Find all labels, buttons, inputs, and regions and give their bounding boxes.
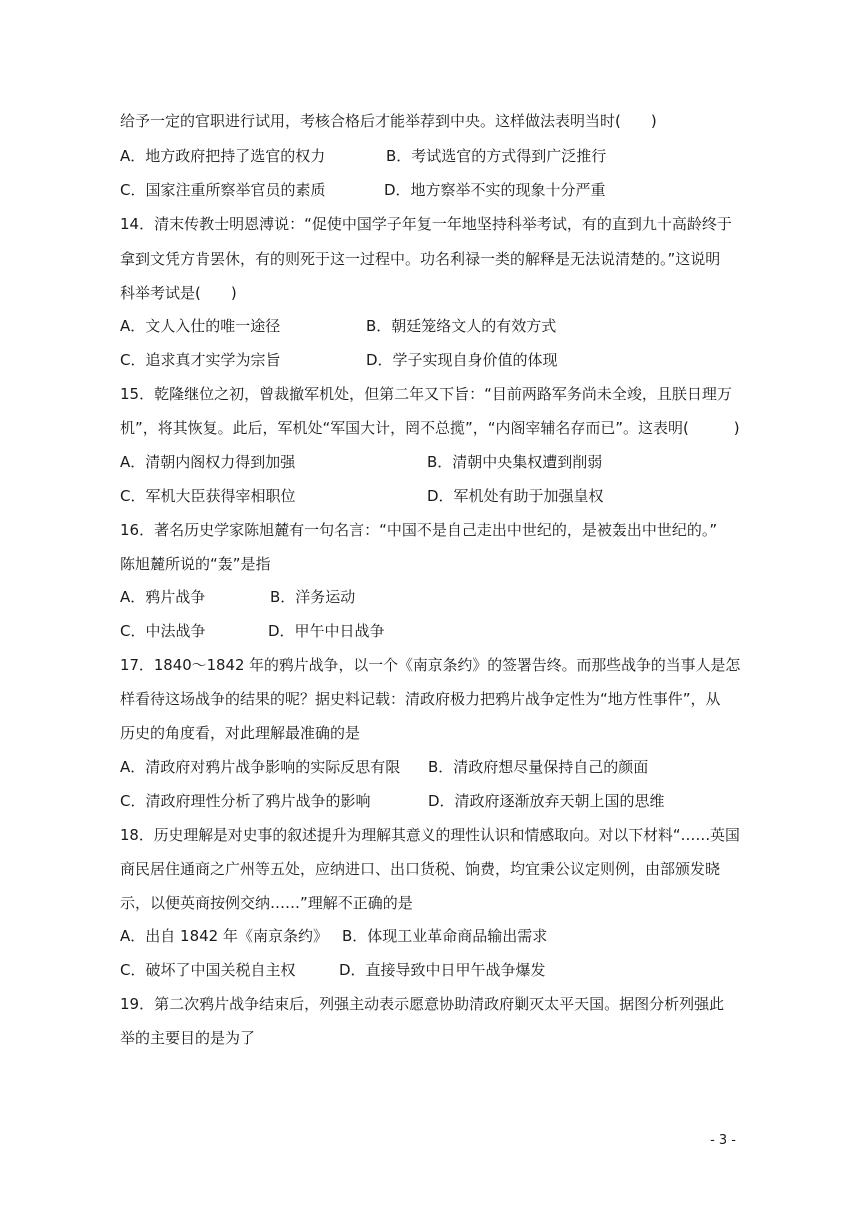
q15-option-a: A．清朝内阁权力得到加强	[120, 453, 296, 471]
q18-option-c: C．破坏了中国关税自主权	[120, 961, 296, 979]
q13-option-d: D．地方察举不实的现象十分严重	[384, 181, 606, 199]
q16-option-c: C．中法战争	[120, 622, 206, 640]
q16-option-b: B．洋务运动	[270, 588, 356, 606]
q15-stem-line-1: 15．乾隆继位之初，曾裁撤军机处，但第二年又下旨：“目前两路军务尚未全竣，且朕日理万	[120, 385, 732, 403]
q15-option-b: B．清朝中央集权遭到削弱	[427, 453, 603, 471]
q18-option-b: B．体现工业革命商品输出需求	[342, 927, 548, 945]
q17-stem-line-1: 17．1840～1842 年的鸦片战争，以一个《南京条约》的签署告终。而那些战争的当事人是怎	[120, 656, 741, 674]
page-number: - 3 -	[710, 1133, 736, 1148]
q17-option-b: B．清政府想尽量保持自己的颜面	[428, 758, 649, 776]
q18-stem-line-1: 18．历史理解是对史事的叙述提升为理解其意义的理性认识和情感取向。对以下材料“……英国	[120, 826, 740, 844]
q19-stem-line-1: 19．第二次鸦片战争结束后，列强主动表示愿意协助清政府剿灭太平天国。据图分析列强此	[120, 995, 725, 1013]
q14-stem-line-2: 拿到文凭方肯罢休，有的则死于这一过程中。功名利禄一类的解释是无法说清楚的。”这说明	[120, 250, 721, 268]
q13-option-c: C．国家注重所察举官员的素质	[120, 181, 326, 199]
q18-stem-line-2: 商民居住通商之广州等五处，应纳进口、出口货税、饷费，均宜秉公议定则例，由部颁发晓	[120, 860, 721, 878]
q13-stem-continued: 给予一定的官职进行试用，考核合格后才能举荐到中央。这样做法表明当时( )	[120, 112, 657, 130]
q13-option-a: A．地方政府把持了选官的权力	[120, 147, 326, 165]
q17-option-d: D．清政府逐渐放弃天朝上国的思维	[428, 792, 665, 810]
q16-stem-line-2: 陈旭麓所说的“轰”是指	[120, 555, 271, 573]
q13-option-b: B．考试选官的方式得到广泛推行	[386, 147, 607, 165]
q19-stem-line-2: 举的主要目的是为了	[120, 1029, 256, 1047]
q16-option-a: A．鸦片战争	[120, 588, 206, 606]
q17-stem-line-2: 样看待这场战争的结果的呢？据史料记载：清政府极力把鸦片战争定性为“地方性事件”，从	[120, 690, 721, 708]
q14-stem-line-3: 科举考试是( )	[120, 284, 237, 302]
q17-stem-line-3: 历史的角度看，对此理解最准确的是	[120, 724, 361, 742]
q14-option-a: A．文人入仕的唯一途径	[120, 317, 281, 335]
q16-stem-line-1: 16．著名历史学家陈旭麓有一句名言：“中国不是自己走出中世纪的，是被轰出中世纪的。”	[120, 521, 718, 539]
q15-stem-line-2: 机”，将其恢复。此后，军机处“军国大计，罔不总揽”，“内阁宰辅名存而已”。这表明( )	[120, 419, 740, 437]
q14-option-c: C．追求真才实学为宗旨	[120, 351, 281, 369]
q18-stem-line-3: 示，以便英商按例交纳……”理解不正确的是	[120, 894, 413, 912]
q18-option-d: D．直接导致中日甲午战争爆发	[339, 961, 546, 979]
q16-option-d: D．甲午中日战争	[268, 622, 385, 640]
q14-stem-line-1: 14．清末传教士明恩溥说：“促使中国学子年复一年地坚持科举考试，有的直到九十高龄终于	[120, 215, 732, 233]
q18-option-a: A．出自 1842 年《南京条约》	[120, 927, 328, 945]
q17-option-a: A．清政府对鸦片战争影响的实际反思有限	[120, 758, 401, 776]
q15-option-c: C．军机大臣获得宰相职位	[120, 487, 296, 505]
q15-option-d: D．军机处有助于加强皇权	[427, 487, 604, 505]
q17-option-c: C．清政府理性分析了鸦片战争的影响	[120, 792, 371, 810]
q14-option-d: D．学子实现自身价值的体现	[366, 351, 558, 369]
q14-option-b: B．朝廷笼络文人的有效方式	[366, 317, 557, 335]
